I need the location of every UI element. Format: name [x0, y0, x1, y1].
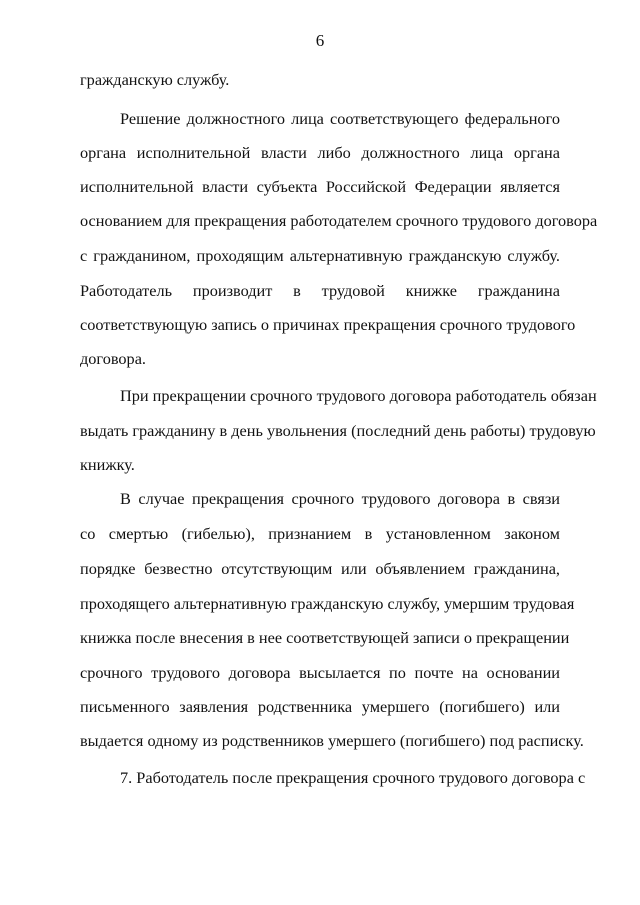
text-line: выдается одному из родственников умершего (погибшего) под расписку. [80, 731, 584, 750]
text-line: выдать гражданину в день увольнения (последний день работы) трудовую [80, 421, 596, 440]
text-line: со смертью (гибелью), признанием в установленном законом [80, 524, 560, 543]
text-line: гражданскую службу. [80, 70, 230, 89]
text-line: При прекращении срочного трудового договора работодатель обязан [120, 386, 597, 405]
text-line: договора. [80, 349, 146, 368]
text-line: Решение должностного лица соответствующего федерального [120, 109, 560, 128]
text-line: письменного заявления родственника умершего (погибшего) или [80, 697, 560, 716]
text-line: книжка после внесения в нее соответствующей записи о прекращении [80, 628, 570, 647]
text-line: основанием для прекращения работодателем срочного трудового договора [80, 211, 598, 230]
text-line: соответствующую запись о причинах прекращения срочного трудового [80, 315, 576, 334]
page-number: 6 [315, 31, 325, 50]
text-line: порядке безвестно отсутствующим или объявлением гражданина, [80, 559, 560, 578]
text-line: проходящего альтернативную гражданскую службу, умершим трудовая [80, 594, 575, 613]
text-line: В случае прекращения срочного трудового договора в связи [120, 489, 560, 508]
text-line: 7. Работодатель после прекращения срочного трудового договора с [120, 768, 586, 787]
text-line: органа исполнительной власти либо должностного лица органа [80, 143, 560, 162]
text-line: срочного трудового договора высылается по почте на основании [80, 663, 560, 682]
text-line: с гражданином, проходящим альтернативную гражданскую службу. [80, 246, 560, 265]
text-line: исполнительной власти субъекта Российской Федерации является [80, 177, 560, 196]
text-line: Работодатель производит в трудовой книжке гражданина [80, 281, 560, 300]
text-line: книжку. [80, 455, 135, 474]
